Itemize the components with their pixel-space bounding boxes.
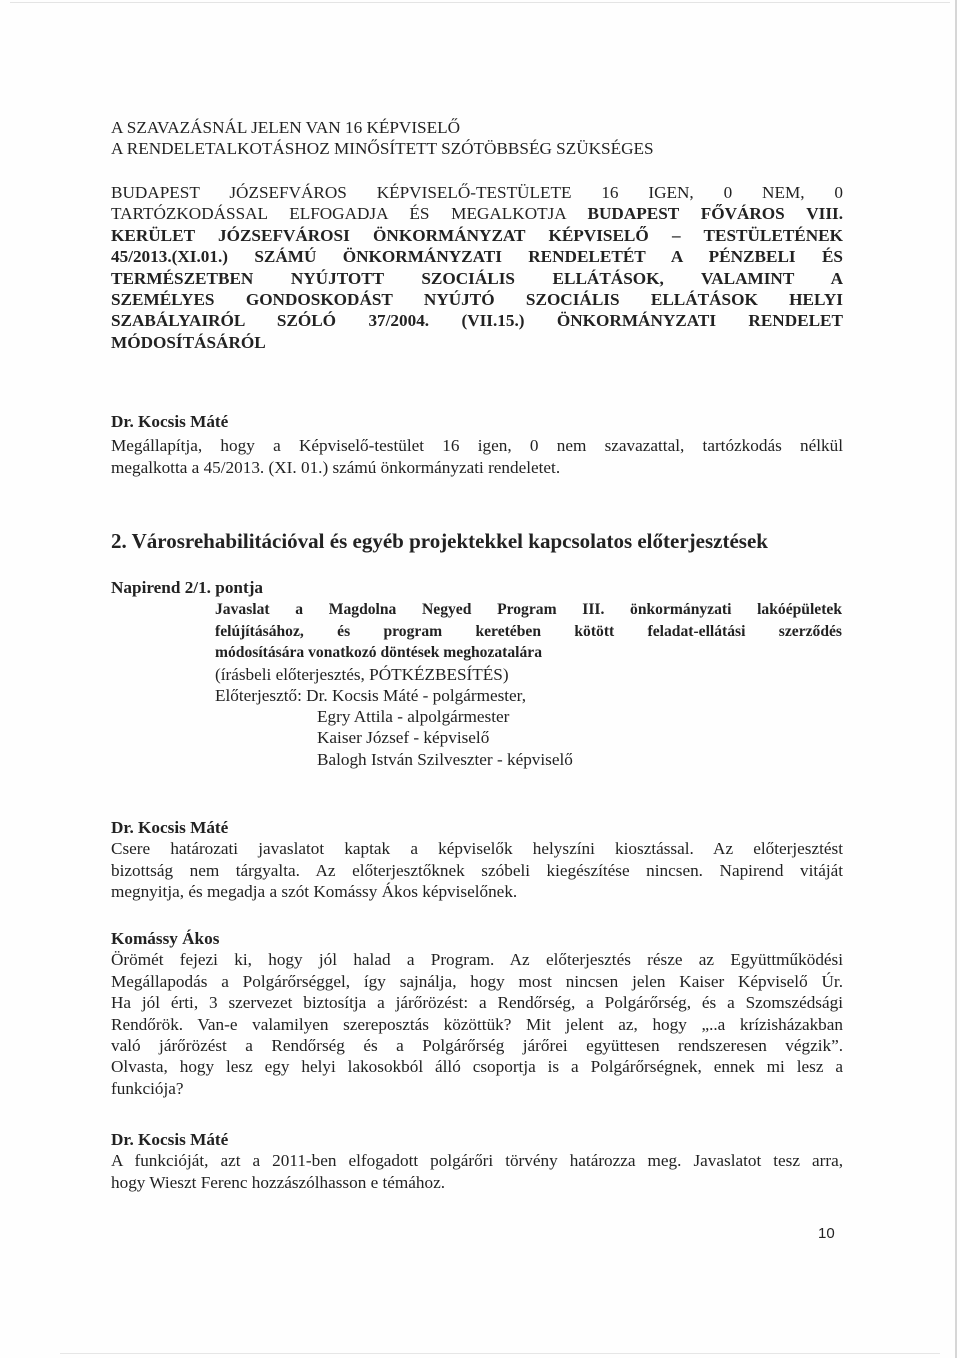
resolution-block [111,182,843,353]
statement-4-line-2: hogy Wieszt Ferenc hozzászólhasson e témához. [111,1172,446,1192]
presenter-1: Dr. Kocsis Máté - polgármester, [306,685,526,705]
presenter-row [215,685,842,706]
speaker-name: Komássy Ákos [111,929,220,948]
resolution-line-1: BUDAPEST JÓZSEFVÁROS KÉPVISELŐ-TESTÜLETE 16 IGEN, 0 NEM, 0 [111,183,843,202]
agenda-block [111,577,843,598]
statement-3-line-1: Örömét fejezi ki, hogy jól halad a Program. Az előterjesztés része az Együttműködési [111,950,843,970]
proposal-note: (írásbeli előterjesztés, PÓTKÉZBESÍTÉS) [215,664,509,684]
presenter-list [317,706,817,770]
proposal-line-1: Javaslat a Magdolna Negyed Program III. önkormányzati lakóépületek [215,601,842,618]
resolution-line-7: SZABÁLYAIRÓL SZÓLÓ 37/2004. (VII.15.) ÖNKORMÁNYZATI RENDELET [111,311,843,331]
agenda-heading: Napirend 2/1. pontja [111,578,264,597]
resolution-line-6: SZEMÉLYES GONDOSKODÁST NYÚJTÓ SZOCIÁLIS ELLÁTÁSOK HELYI [111,290,843,310]
statement-3-line-4: Rendőrök. Van-e valamilyen szereposztás közöttük? Mit jelent az, hogy „..a krízisházakban [111,1014,843,1034]
speaker-name: Dr. Kocsis Máté [111,1130,229,1149]
page-number: 10 [818,1225,835,1242]
proposal-line-2: felújításához, és program keretében kötött feladat-ellátási szerződés [215,622,842,640]
statement-1-line-1: Megállapítja, hogy a Képviselő-testület 16 igen, 0 nem szavazattal, tartózkodás nélkül [111,436,843,456]
statement-2-line-2: bizottság nem tárgyalta. Az előterjesztőknek szóbeli kiegészítése nincsen. Napirend vitáját [111,860,843,880]
speaker-name: Dr. Kocsis Máté [111,412,229,431]
statement-3-line-3: Ha jól érti, 3 szervezet biztosítja a járőrözést: a Rendőrség, a Polgárőrség, és a Szomszédsági [111,993,843,1013]
header-line-1: A SZAVAZÁSNÁL JELEN VAN 16 KÉPVISELŐ [111,118,461,137]
statement-2 [111,817,843,903]
presenter-3: Kaiser József - képviselő [317,728,490,748]
section-title: 2. Városrehabilitációval és egyéb projektekkel kapcsolatos előterjesztések [111,529,768,553]
statement-4-line-1: A funkcióját, azt a 2011-ben elfogadott polgárőri törvény határozza meg. Javaslatot tesz arra, [111,1151,843,1171]
speaker-name: Dr. Kocsis Máté [111,818,229,837]
resolution-line-3: KERÜLET JÓZSEFVÁROSI ÖNKORMÁNYZAT KÉPVISELŐ – TESTÜLETÉNEK [111,225,843,245]
section-title-block [111,528,843,554]
header-line-2: A RENDELETALKOTÁSHOZ MINŐSÍTETT SZÓTÖBBSÉG SZÜKSÉGES [111,139,654,159]
resolution-line-8: MÓDOSÍTÁSÁRÓL [111,332,266,352]
resolution-line-2-normal: TARTÓZKODÁSSAL ELFOGADJA ÉS MEGALKOTJA [111,204,588,224]
statement-4 [111,1129,843,1193]
resolution-line-2-bold: BUDAPEST FŐVÁROS VIII. [587,204,843,224]
statement-3-line-6: Olvasta, hogy lesz egy helyi lakosokból álló csoportja is a Polgárőrségnek, ennek mi lesz a [111,1057,843,1077]
statement-1-line-2: megalkotta a 45/2013. (XI. 01.) számú önkormányzati rendeletet. [111,457,561,477]
statement-3-line-5: való járőrözést a Rendőrség és a Polgárőrség járőrei együttesen rendszeresen végzik”. [111,1036,843,1056]
presenter-label: Előterjesztő: [215,685,307,705]
resolution-line-5: TERMÉSZETBEN NYÚJTOTT SZOCIÁLIS ELLÁTÁSOK, VALAMINT A [111,268,843,288]
statement-2-line-3: megnyitja, és megadja a szót Komássy Ákos képviselőnek. [111,882,518,902]
proposal-line-3: módosítására vonatkozó döntések meghozatalára [215,644,543,661]
statement-1 [111,411,843,478]
vote-header [111,117,843,160]
statement-3 [111,928,843,1099]
resolution-line-2 [111,203,843,224]
scan-artifact-bottom [60,1353,940,1354]
presenter-4: Balogh István Szilveszter - képviselő [317,749,573,769]
statement-3-line-2: Megállapodás a Polgárőrséggel, így sajnálja, hogy most nincsen jelen Kaiser Képviselő Úr. [111,971,843,991]
scan-edge-line [955,0,957,1358]
scan-artifact-top [10,2,950,3]
statement-2-line-1: Csere határozati javaslatot kaptak a képviselők helyszíni kiosztással. Az előterjesztést [111,839,843,859]
resolution-line-4: 45/2013.(XI.01.) SZÁMÚ ÖNKORMÁNYZATI RENDELETÉT A PÉNZBELI ÉS [111,247,843,267]
agenda-proposal [215,599,842,706]
presenter-2: Egry Attila - alpolgármester [317,707,510,726]
statement-3-line-7: funkciója? [111,1078,184,1098]
